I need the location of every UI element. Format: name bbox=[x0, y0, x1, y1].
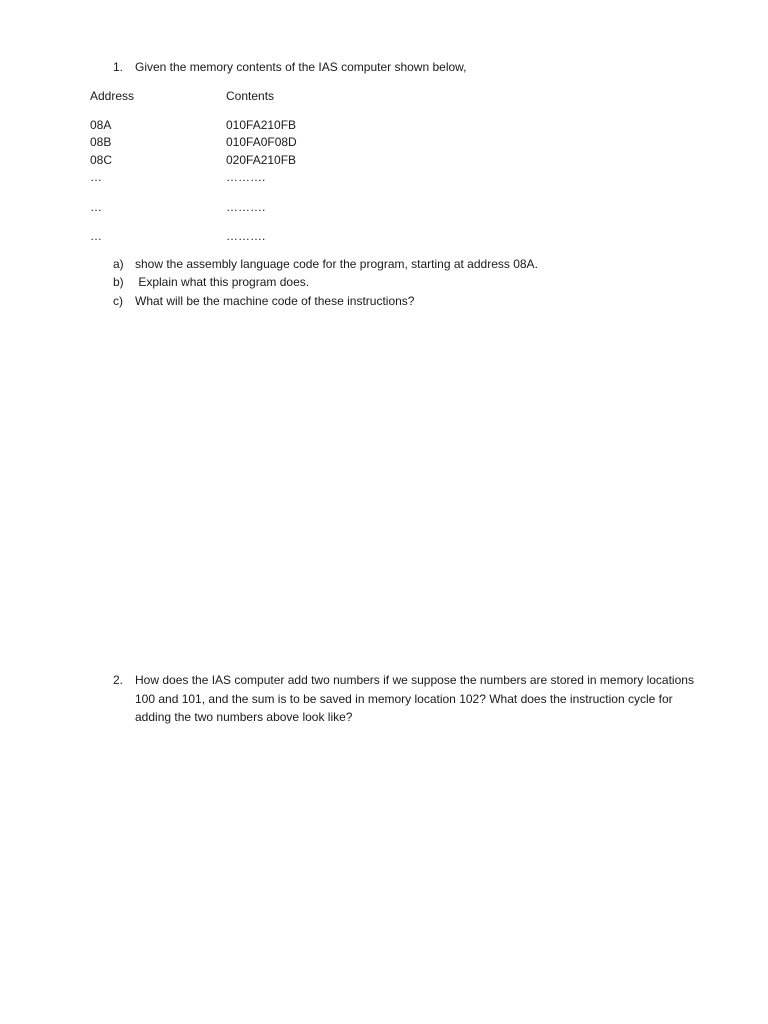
part-label: c) bbox=[113, 294, 123, 308]
contents-cell: 020FA210FB bbox=[226, 153, 297, 167]
address-cell: 08A bbox=[90, 118, 112, 132]
memory-table-header bbox=[0, 87, 768, 105]
part-label: a) bbox=[113, 257, 124, 271]
contents-cell: ………. bbox=[226, 170, 266, 184]
part-label: b) bbox=[113, 275, 124, 289]
address-cell: … bbox=[90, 170, 102, 184]
part-text: show the assembly language code for the program, starting at address 08A. bbox=[135, 257, 538, 271]
table-row bbox=[0, 198, 768, 216]
header-contents: Contents bbox=[226, 89, 275, 103]
contents-cell: 010FA210FB bbox=[226, 118, 297, 132]
address-cell: 08C bbox=[90, 153, 113, 167]
table-row bbox=[0, 151, 768, 169]
table-row bbox=[0, 133, 768, 151]
table-row bbox=[0, 116, 768, 134]
header-address: Address bbox=[90, 89, 135, 103]
question-2-number: 2. bbox=[113, 673, 124, 687]
question-1-text: Given the memory contents of the IAS computer shown below, bbox=[135, 60, 467, 74]
table-row bbox=[0, 168, 768, 186]
question-2-text: How does the IAS computer add two numbers if we suppose the numbers are stored in memory locations 100 and 101, and the sum is to be saved in memory location 102? What does the instruction cycle for adding the two numbers above look like? bbox=[135, 673, 694, 724]
address-cell: … bbox=[90, 200, 102, 214]
table-row bbox=[0, 227, 768, 245]
address-cell: 08B bbox=[90, 135, 112, 149]
question-1-number: 1. bbox=[113, 60, 124, 74]
address-cell: … bbox=[90, 229, 102, 243]
part-text: What will be the machine code of these instructions? bbox=[135, 294, 415, 308]
contents-cell: ………. bbox=[226, 229, 266, 243]
contents-cell: ………. bbox=[226, 200, 266, 214]
part-text: Explain what this program does. bbox=[135, 275, 310, 289]
contents-cell: 010FA0F08D bbox=[226, 135, 297, 149]
